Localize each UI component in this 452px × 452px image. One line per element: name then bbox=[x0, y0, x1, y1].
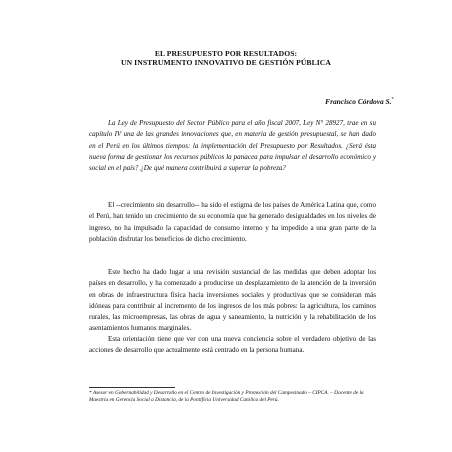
author-footnote-mark: * bbox=[391, 97, 394, 103]
title-line-1: EL PRESUPUESTO POR RESULTADOS: bbox=[154, 49, 298, 58]
body-paragraph-3: Esta orientación tiene que ver con una nueva conciencia sobre el verdadero objetivo de las acciones de desarrollo que actualmente está centrado en la persona humana. bbox=[89, 335, 376, 355]
author-line bbox=[325, 97, 394, 106]
body-paragraph-1: El --crecimiento sin desarrollo-- ha sido el estigma de los países de América Latina que, como el Perú, han tenido un crecimiento de su economía que ha generado desigualdades en los niveles de ingreso, no ha impulsado la capacidad de consumo interno y ha impedido a una gran parte de la población disfrutar los beneficios de dicho crecimiento. bbox=[89, 201, 376, 243]
intro-paragraph: La Ley de Presupuesto del Sector Público para el año fiscal 2007, Ley N° 28927, trae en su capítulo IV una de las grandes innovaciones que, en materia de gestión presupuestal, se han dado en el Perú en los últimos tiempos: la implementación del Presupuesto por Resultados. ¿Será ésta nueva forma de gestionar los recursos públicos la panacea para impulsar el desarrollo económico y social en el país? ¿De qué manera contribuirá a superar la pobreza? bbox=[89, 119, 376, 173]
footnote: * Asesor en Gobernabilidad y Desarrollo en el Centro de Investigación y Promoción del Campesinado – CIPCA. – Docente de la Maestría en Gerencia Social a Distancia, de la Pontificia Universidad Católica del Perú. bbox=[89, 390, 364, 404]
author-name: Francisco Córdova S. bbox=[325, 97, 392, 106]
footnote-separator bbox=[89, 387, 175, 388]
title-line-2: UN INSTRUMENTO INNOVATIVO DE GESTIÓN PÚBLICA bbox=[121, 58, 331, 67]
body-paragraph-2: Este hecho ha dado lugar a una revisión sustancial de las medidas que deben adoptar los países en desarrollo, y ha comenzado a producirse un desplazamiento de la atención de la inversión en obras de infraestructura física hacia inversiones sociales y productivas que se consideran más idóneas para contribuir al incremento de los ingresos de los más pobres: la agricultura, los caminos rurales, las microempresas, las obras de agua y saneamiento, la nutrición y la rehabilitación de los asentamientos humanos marginales. bbox=[89, 268, 376, 333]
